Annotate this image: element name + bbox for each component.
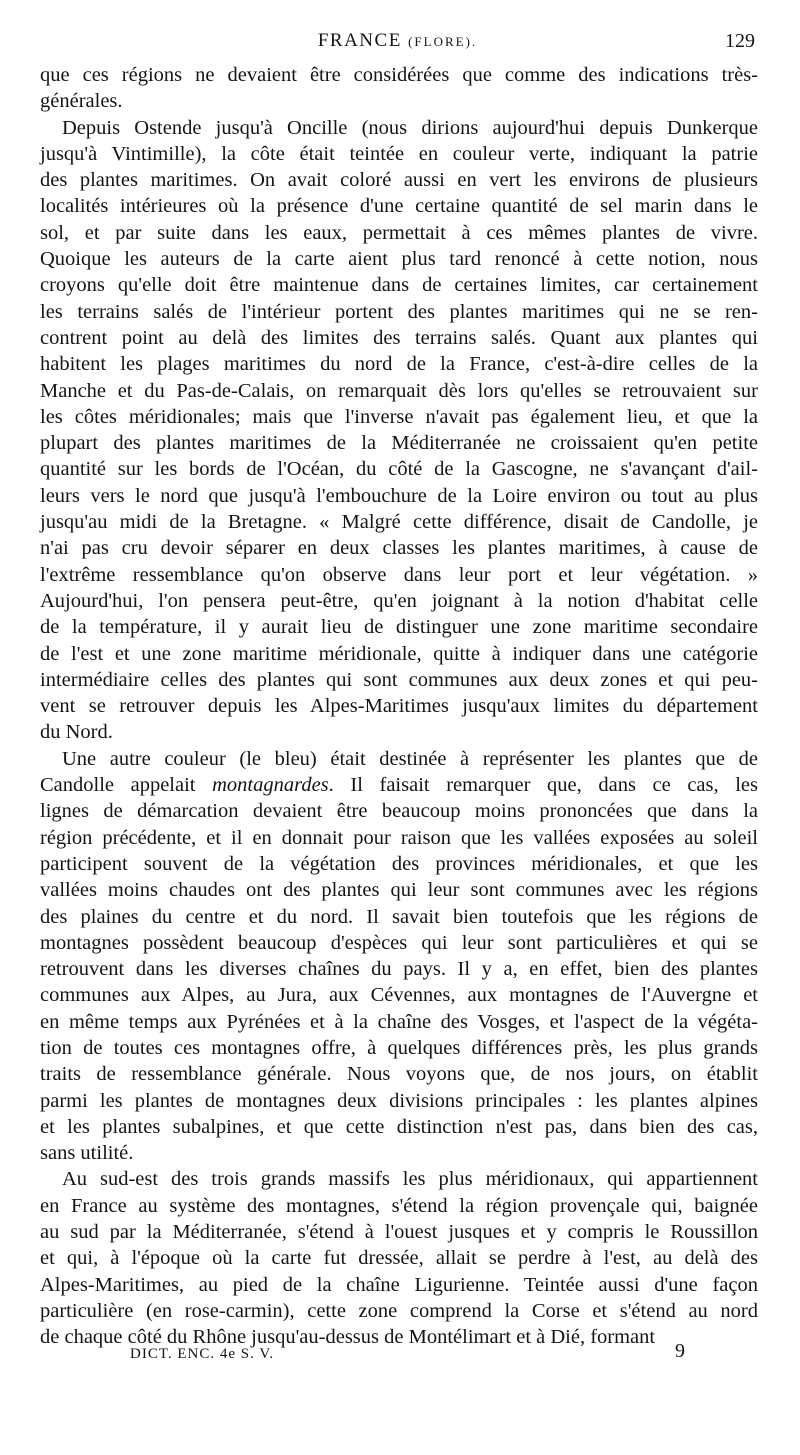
italic-term: montagnardes: [212, 774, 329, 797]
text-line: plupart des plantes maritimes de la Méditerranée ne croissaient qu'en petite: [40, 432, 758, 455]
text-line: parmi les plantes de montagnes deux divisions principales : les plantes alpines: [40, 1089, 758, 1112]
text-line: en France au système des montagnes, s'étend la région provençale qui, baignée: [40, 1194, 758, 1217]
text-line: Alpes-Maritimes, au pied de la chaîne Ligurienne. Teintée aussi d'une façon: [40, 1273, 758, 1296]
text-line: de l'est et une zone maritime méridionale, quitte à indiquer dans une catégorie: [40, 642, 758, 665]
paragraph: [40, 1166, 758, 1350]
text-line: et les plantes subalpines, et que cette distinction n'est pas, dans bien des cas,: [40, 1115, 758, 1138]
text-line: intermédiaire celles des plantes qui sont communes aux deux zones et qui peu-: [40, 668, 758, 691]
running-head: [40, 30, 755, 52]
text-line: vent se retrouver depuis les Alpes-Maritimes jusqu'aux limites du département: [40, 695, 758, 718]
text-line: vallées moins chaudes ont des plantes qui leur sont communes avec les régions: [40, 879, 758, 902]
text-line: particulière (en rose-carmin), cette zone comprend la Corse et s'étend au nord: [40, 1299, 758, 1322]
text-line: jusqu'au midi de la Bretagne. « Malgré cette différence, disait de Candolle, je: [40, 511, 758, 534]
text-line: l'extrême ressemblance qu'on observe dans leur port et leur végétation. »: [40, 563, 758, 586]
text-line: en même temps aux Pyrénées et à la chaîne des Vosges, et l'aspect de la végéta-: [40, 1010, 758, 1033]
text-line: Depuis Ostende jusqu'à Oncille (nous dirions aujourd'hui depuis Dunkerque: [62, 116, 758, 139]
running-title: FRANCE: [317, 30, 402, 51]
printer-signature: DICT. ENC. 4e S. V.: [130, 1346, 275, 1362]
text-line: croyons qu'elle doit être maintenue dans de certaines limites, car certainement: [40, 274, 758, 297]
text-line: communes aux Alpes, au Jura, aux Cévennes, aux montagnes de l'Auvergne et: [40, 984, 758, 1007]
text-line: les terrains salés de l'intérieur portent des plantes maritimes qui ne se ren-: [40, 300, 758, 323]
text-line: n'ai pas cru devoir séparer en deux classes les plantes maritimes, à cause de: [40, 537, 758, 560]
text-line: Manche et du Pas-de-Calais, on remarquait dès lors qu'elles se retrouvaient sur: [40, 379, 758, 402]
text-line: et qui, à l'époque où la carte fut dressée, allait se perdre à l'est, au delà des: [40, 1247, 758, 1270]
text-line: contrent point au delà des limites des terrains salés. Quant aux plantes qui: [40, 326, 758, 349]
text-line: Une autre couleur (le bleu) était destinée à représenter les plantes que de: [62, 747, 758, 770]
text-line: générales.: [40, 90, 123, 113]
page-footer: [130, 1340, 690, 1370]
paragraph: [40, 62, 758, 115]
text-line: tion de toutes ces montagnes offre, à quelques différences près, les plus grands: [40, 1036, 758, 1059]
text-line: retrouvent dans les diverses chaînes du pays. Il y a, en effet, bien des plantes: [40, 958, 758, 981]
text-line: localités intérieures où la présence d'une certaine quantité de sel marin dans le: [40, 195, 758, 218]
text-line: traits de ressemblance générale. Nous voyons que, de nos jours, on établit: [40, 1063, 758, 1086]
page-number: 129: [725, 30, 755, 52]
paragraph: [40, 115, 758, 746]
text-line: quantité sur les bords de l'Océan, du côté de la Gascogne, ne s'avançant d'ail-: [40, 458, 758, 481]
page-header: [40, 30, 755, 58]
text-line: de chaque côté du Rhône jusqu'au-dessus de Montélimart et à Dié, formant: [40, 1326, 656, 1349]
text-line: Au sud-est des trois grands massifs les plus méridionaux, qui appartiennent: [62, 1168, 758, 1191]
text-line: sans utilité.: [40, 1142, 134, 1165]
text-line: montagnes possèdent beaucoup d'espèces qui leur sont particulières et qui se: [40, 931, 758, 954]
text-line: leurs vers le nord que jusqu'à l'embouchure de la Loire environ ou tout au plus: [40, 484, 758, 507]
text-line: participent souvent de la végétation des provinces méridionales, et que les: [40, 852, 758, 875]
text-line: que ces régions ne devaient être considérées que comme des indications très-: [40, 64, 758, 86]
paragraph: [40, 746, 758, 1167]
text-line: jusqu'à Vintimille), la côte était teintée en couleur verte, indiquant la patrie: [40, 142, 758, 165]
text-line: du Nord.: [40, 721, 113, 744]
text-line: des plantes maritimes. On avait coloré aussi en vert les environs de plusieurs: [40, 169, 758, 192]
text-line: sol, et par suite dans les eaux, permettait à ces mêmes plantes de vivre.: [40, 221, 758, 244]
text-line: lignes de démarcation devaient être beaucoup moins prononcées que dans la: [40, 800, 758, 823]
text-line: Candolle appelait montagnardes. Il faisait remarquer que, dans ce cas, les: [40, 774, 758, 797]
text-line: des plaines du centre et du nord. Il savait bien toutefois que les régions de: [40, 905, 758, 928]
text-line: région précédente, et il en donnait pour raison que les vallées exposées au soleil: [40, 826, 758, 849]
text-line: Quoique les auteurs de la carte aient plus tard renoncé à cette notion, nous: [40, 248, 758, 271]
running-subtitle: (FLORE).: [408, 34, 478, 49]
text-line: au sud par la Méditerranée, s'étend à l'ouest jusques et y compris le Roussillon: [40, 1221, 758, 1244]
text-line: Aujourd'hui, l'on pensera peut-être, qu'en joignant à la notion d'habitat celle: [40, 589, 758, 612]
body-text: [40, 62, 758, 1351]
text-line: les côtes méridionales; mais que l'inverse n'avait pas également lieu, et que la: [40, 405, 758, 428]
text-line: de la température, il y aurait lieu de distinguer une zone maritime secondaire: [40, 616, 758, 639]
signature-number: 9: [675, 1340, 685, 1362]
text-line: habitent les plages maritimes du nord de la France, c'est-à-dire celles de la: [40, 353, 758, 376]
